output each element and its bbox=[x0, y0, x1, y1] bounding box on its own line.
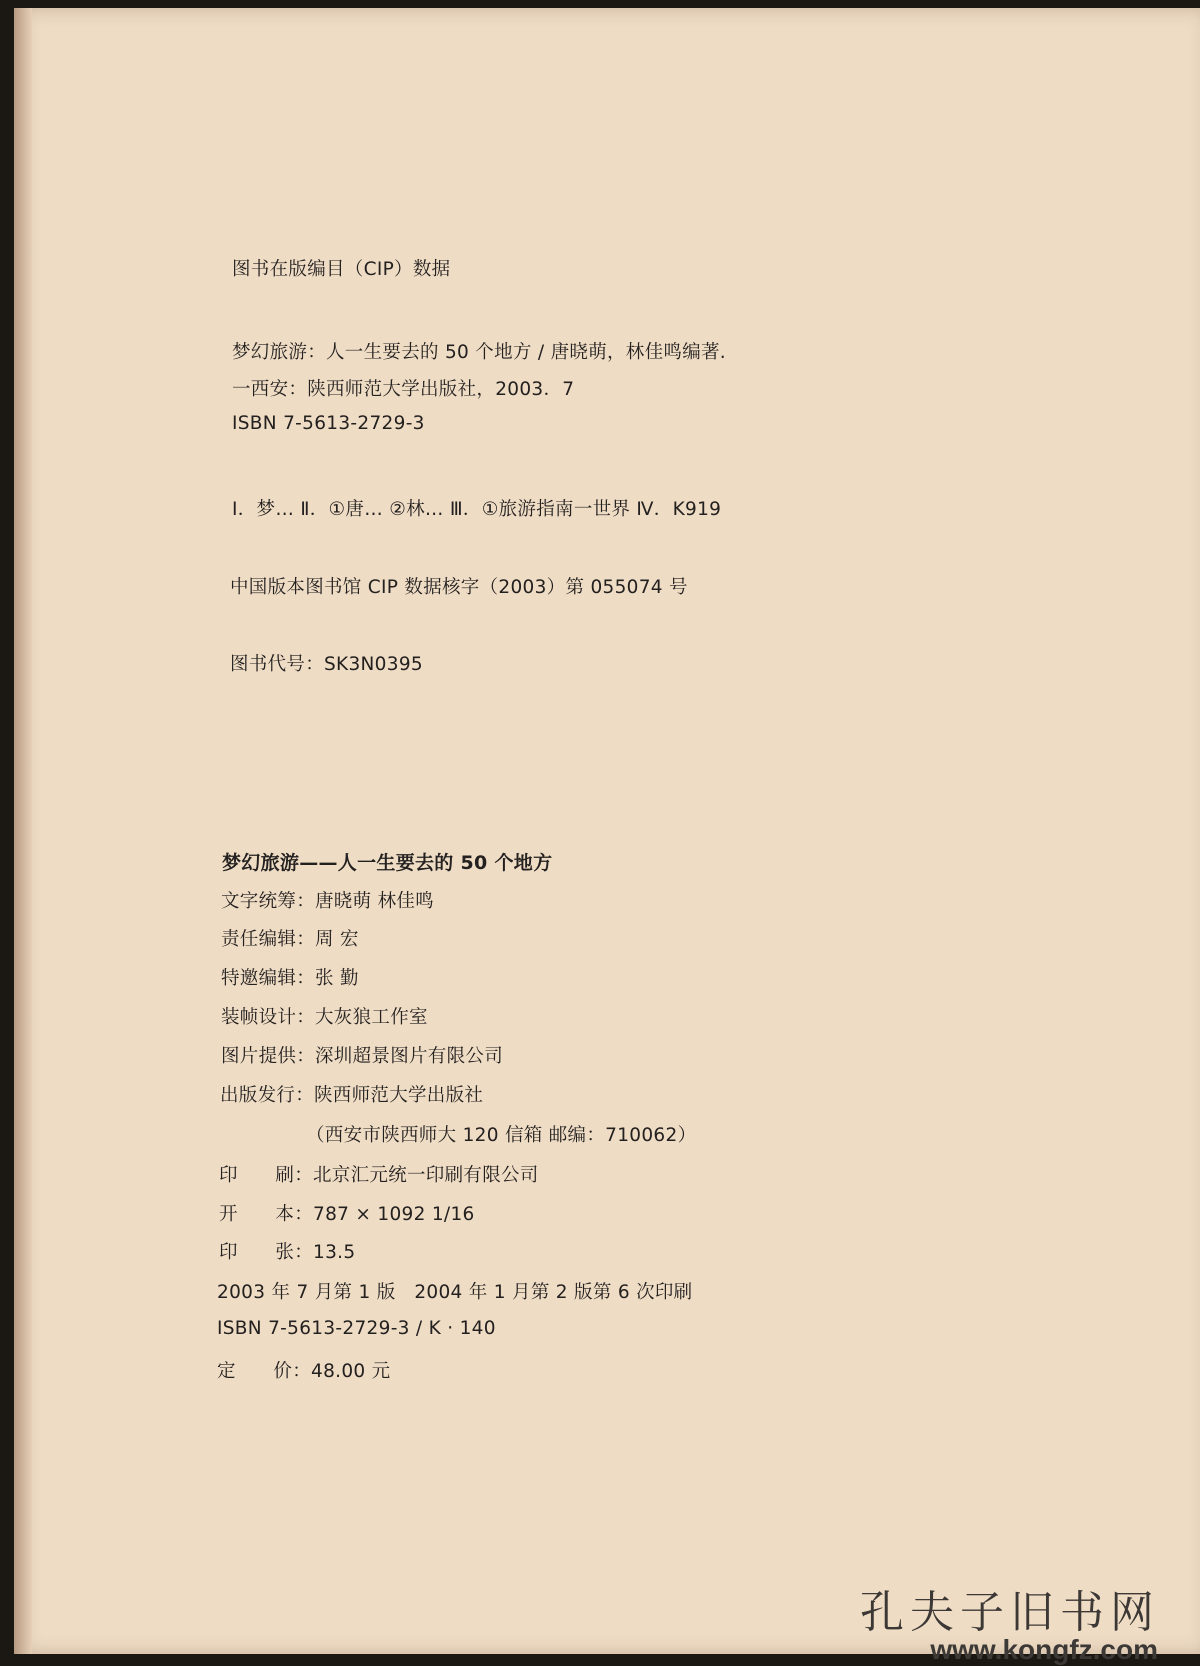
colophon-editions: 2003 年 7 月第 1 版 2004 年 1 月第 2 版第 6 次印刷 bbox=[217, 1282, 693, 1303]
book-code: 图书代号：SK3N0395 bbox=[230, 654, 423, 675]
colophon-editor: 责任编辑：周 宏 bbox=[221, 929, 359, 950]
page-spine-shadow bbox=[14, 8, 32, 1654]
watermark-logo-text: 孔夫子旧书网 bbox=[860, 1587, 1160, 1638]
colophon-sheets: 印 张：13.5 bbox=[219, 1242, 356, 1263]
colophon-price: 定 价：48.00 元 bbox=[217, 1361, 391, 1382]
book-page bbox=[14, 8, 1200, 1665]
colophon-format: 开 本：787 × 1092 1/16 bbox=[219, 1204, 475, 1225]
colophon-design: 装帧设计：大灰狼工作室 bbox=[221, 1007, 428, 1028]
cip-approval-number: 中国版本图书馆 CIP 数据核字（2003）第 055074 号 bbox=[230, 577, 688, 598]
colophon-address: （西安市陕西师大 120 信箱 邮编：710062） bbox=[306, 1125, 697, 1146]
colophon-printer: 印 刷：北京汇元统一印刷有限公司 bbox=[219, 1165, 539, 1186]
colophon-publisher: 出版发行：陕西师范大学出版社 bbox=[220, 1085, 484, 1106]
colophon-title: 梦幻旅游——人一生要去的 50 个地方 bbox=[222, 852, 553, 874]
colophon-images: 图片提供：深圳超景图片有限公司 bbox=[221, 1046, 504, 1067]
cip-classification: Ⅰ．梦… Ⅱ．①唐… ②林… Ⅲ．①旅游指南一世界 Ⅳ．K919 bbox=[232, 499, 722, 520]
colophon-isbn: ISBN 7-5613-2729-3 / K · 140 bbox=[217, 1318, 496, 1339]
watermark-url: www.kongfz.com bbox=[930, 1634, 1158, 1665]
colophon-special-editor: 特邀编辑：张 勤 bbox=[221, 968, 359, 989]
colophon-text-coordinator: 文字统筹：唐晓萌 林佳鸣 bbox=[221, 891, 434, 912]
cip-isbn-line: ISBN 7-5613-2729-3 bbox=[232, 413, 425, 434]
cip-heading: 图书在版编目（CIP）数据 bbox=[232, 259, 451, 280]
cip-publisher-line: 一西安：陕西师范大学出版社，2003．7 bbox=[232, 379, 575, 400]
cip-title-line: 梦幻旅游：人一生要去的 50 个地方 / 唐晓萌，林佳鸣编著. bbox=[232, 342, 726, 363]
